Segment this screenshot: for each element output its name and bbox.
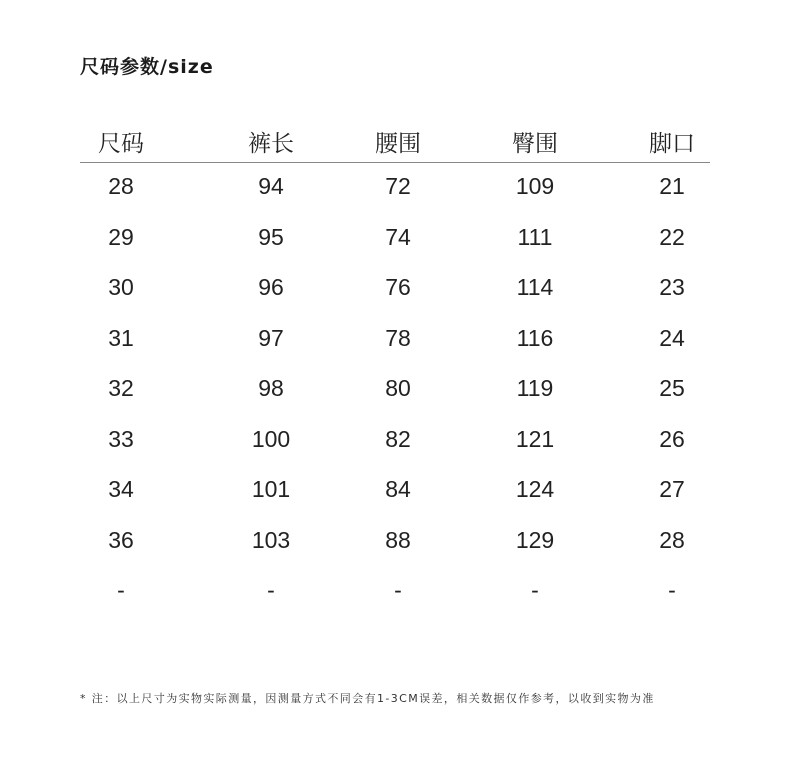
table-cell: 76 [385,274,411,300]
header-waist: 腰围 [375,131,421,157]
table-row [80,466,710,517]
table-cell: 101 [251,476,291,502]
table-row [80,163,710,214]
table-row [80,214,710,265]
table-cell: 129 [515,526,555,553]
table-cell: 97 [258,324,284,351]
table-cell: - [117,577,125,603]
table-cell: 114 [516,274,554,300]
table-cell: 80 [385,375,411,401]
page-title: 尺码参数/size [80,56,214,78]
table-cell: 94 [258,173,284,199]
size-table [80,118,710,618]
table-cell: 96 [258,274,284,300]
table-cell: 100 [251,425,291,452]
table-row [80,517,710,568]
table-cell: 111 [517,223,553,250]
table-cell: 26 [659,425,685,452]
table-row [80,264,710,315]
header-size: 尺码 [98,131,144,157]
table-cell: 24 [659,324,685,351]
table-cell: 36 [108,526,134,553]
header-leg-opening: 脚口 [649,131,695,157]
table-cell: 23 [659,274,685,300]
table-cell: 82 [385,425,411,452]
table-row [80,416,710,467]
table-cell: - [394,577,402,603]
table-cell: 95 [258,223,284,250]
table-cell: 28 [659,526,685,553]
table-cell: 88 [385,526,411,553]
table-cell: 98 [258,375,284,401]
table-cell: 33 [108,425,134,452]
table-cell: 29 [108,223,134,250]
table-cell: 119 [516,375,554,401]
table-cell: 72 [385,173,411,199]
table-row [80,567,710,618]
table-cell: 103 [251,526,291,553]
table-cell: 34 [108,476,134,502]
table-header [80,118,710,163]
table-cell: 22 [659,223,685,250]
table-body [80,163,710,618]
table-cell: - [668,577,676,603]
table-cell: 124 [515,476,555,502]
table-cell: 84 [385,476,411,502]
header-hip: 臀围 [512,131,558,157]
measurement-note: * 注：以上尺寸为实物实际测量，因测量方式不同会有1-3CM误差，相关数据仅作参考，以收到实物为准 [80,692,655,705]
table-cell: 109 [515,173,555,199]
table-row [80,365,710,416]
table-cell: 116 [516,324,554,351]
table-cell: 30 [108,274,134,300]
table-cell: 31 [108,324,134,351]
table-cell: 21 [659,173,685,199]
table-cell: 121 [515,425,555,452]
table-cell: 74 [385,223,411,250]
table-cell: 27 [659,476,685,502]
table-cell: 25 [659,375,685,401]
table-row [80,315,710,366]
table-cell: 32 [108,375,134,401]
table-cell: - [267,577,275,603]
table-cell: 78 [385,324,411,351]
table-cell: 28 [108,173,134,199]
table-cell: - [531,577,539,603]
header-pants-length: 裤长 [248,131,294,157]
